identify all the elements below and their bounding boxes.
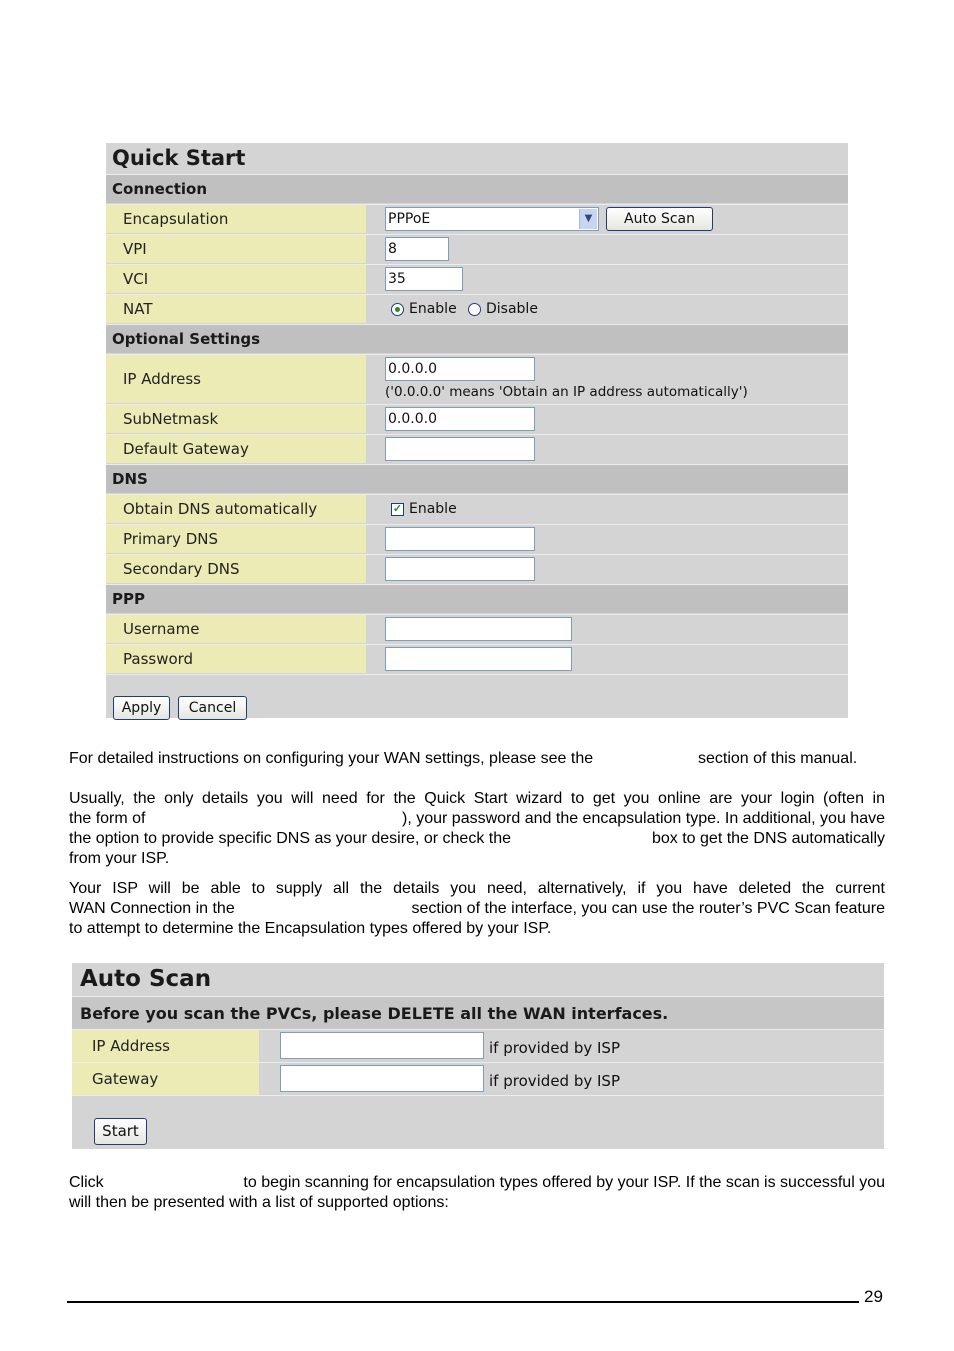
username-row <box>106 614 848 643</box>
vci-row <box>106 264 848 293</box>
cancel-button[interactable]: Cancel <box>178 696 247 720</box>
paragraph-1 <box>69 749 885 769</box>
default-gateway-row <box>106 434 848 463</box>
vpi-label: VPI <box>106 235 366 263</box>
paragraph-4-line-1-a: Click <box>69 1174 104 1191</box>
paragraph-2-line-2 <box>69 809 885 829</box>
paragraph-3-line-2 <box>69 899 885 919</box>
secondary-dns-label: Secondary DNS <box>106 555 366 583</box>
auto-scan-panel <box>72 963 884 1149</box>
subnet-label: SubNetmask <box>106 405 366 433</box>
paragraph-2-line-4: from your ISP. <box>69 850 170 867</box>
paragraph-4-line-2: will then be presented with a list of supported options: <box>69 1194 449 1211</box>
ip-address-row <box>106 354 848 403</box>
paragraph-2-line-3-b: box to get the DNS automatically <box>651 830 885 847</box>
password-label: Password <box>106 645 366 673</box>
optional-settings-header: Optional Settings <box>106 324 848 353</box>
obtain-dns-label: Obtain DNS automatically <box>106 495 366 523</box>
ip-address-note: ('0.0.0.0' means 'Obtain an IP address automatically') <box>385 384 748 400</box>
secondary-dns-input[interactable] <box>385 557 535 581</box>
primary-dns-label: Primary DNS <box>106 525 366 553</box>
obtain-dns-enable-label: Enable <box>409 501 457 517</box>
paragraph-1-text-a: For detailed instructions on configuring your WAN settings, please see the <box>69 750 594 767</box>
nat-enable-radio[interactable] <box>391 303 404 316</box>
username-input[interactable] <box>385 617 572 641</box>
vci-label: VCI <box>106 265 366 293</box>
username-label: Username <box>106 615 366 643</box>
primary-dns-input[interactable] <box>385 527 535 551</box>
encapsulation-select[interactable] <box>385 207 599 231</box>
password-input[interactable] <box>385 647 572 671</box>
start-button[interactable]: Start <box>94 1118 147 1145</box>
paragraph-3-line-3: to attempt to determine the Encapsulation types offered by your ISP. <box>69 920 552 937</box>
auto-scan-ip-row <box>72 1029 884 1062</box>
nat-disable-radio[interactable] <box>468 303 481 316</box>
obtain-dns-row <box>106 494 848 523</box>
paragraph-3-line-1: Your ISP will be able to supply all the details you need, alternatively, if you have deleted the current <box>69 880 885 897</box>
auto-scan-ip-input[interactable] <box>280 1032 484 1059</box>
paragraph-1-text-b: section of this manual. <box>698 750 858 767</box>
vpi-input[interactable]: 8 <box>385 237 449 261</box>
ip-address-label: IP Address <box>106 355 366 403</box>
auto-scan-button[interactable]: Auto Scan <box>606 207 713 231</box>
default-gateway-label: Default Gateway <box>106 435 366 463</box>
secondary-dns-row <box>106 554 848 583</box>
auto-scan-gateway-hint: if provided by ISP <box>489 1072 620 1090</box>
paragraph-2-line-2-a: the form of <box>69 810 146 827</box>
paragraph-4 <box>69 1173 885 1213</box>
primary-dns-row <box>106 524 848 553</box>
default-gateway-input[interactable] <box>385 437 535 461</box>
nat-label: NAT <box>106 295 366 323</box>
auto-scan-gateway-input[interactable] <box>280 1065 484 1092</box>
vci-input[interactable]: 35 <box>385 267 463 291</box>
auto-scan-gateway-label: Gateway <box>72 1063 259 1095</box>
footer-rule <box>67 1301 859 1303</box>
auto-scan-ip-label: IP Address <box>72 1030 259 1062</box>
nat-row <box>106 294 848 323</box>
nat-enable-label: Enable <box>409 301 457 317</box>
auto-scan-ip-hint: if provided by ISP <box>489 1039 620 1057</box>
ip-address-input[interactable]: 0.0.0.0 <box>385 357 535 381</box>
paragraph-4-line-1 <box>69 1173 885 1193</box>
password-row <box>106 644 848 673</box>
ppp-section-header: PPP <box>106 584 848 613</box>
obtain-dns-checkbox[interactable]: ✓ <box>392 503 403 515</box>
quick-start-title: Quick Start <box>112 146 246 170</box>
encapsulation-label: Encapsulation <box>106 205 366 233</box>
paragraph-2 <box>69 789 885 869</box>
paragraph-3 <box>69 879 885 939</box>
paragraph-3-line-2-b: section of the interface, you can use the router’s PVC Scan feature <box>411 900 885 917</box>
apply-button[interactable]: Apply <box>113 696 170 720</box>
encapsulation-row <box>106 204 848 233</box>
page-number: 29 <box>864 1287 883 1306</box>
subnet-row <box>106 404 848 433</box>
quick-start-panel <box>106 143 848 718</box>
paragraph-4-line-1-b: to begin scanning for encapsulation types offered by your ISP. If the scan is successful you <box>243 1174 885 1191</box>
subnet-input[interactable]: 0.0.0.0 <box>385 407 535 431</box>
dns-section-header: DNS <box>106 464 848 493</box>
paragraph-3-line-2-a: WAN Connection in the <box>69 900 235 917</box>
vpi-row <box>106 234 848 263</box>
auto-scan-title: Auto Scan <box>80 966 212 992</box>
paragraph-2-line-3 <box>69 829 885 849</box>
paragraph-2-line-2-b: ), your password and the encapsulation type. In additional, you have <box>402 810 885 827</box>
encapsulation-selected-value: PPPoE <box>388 211 431 227</box>
paragraph-2-line-1: Usually, the only details you will need for the Quick Start wizard to get you online are your login (often in <box>69 790 885 807</box>
connection-section-header: Connection <box>106 174 848 203</box>
nat-disable-label: Disable <box>486 301 538 317</box>
paragraph-2-line-3-a: the option to provide specific DNS as your desire, or check the <box>69 830 511 847</box>
chevron-down-icon[interactable]: ▼ <box>579 209 597 229</box>
auto-scan-gateway-row <box>72 1062 884 1095</box>
auto-scan-warning: Before you scan the PVCs, please DELETE all the WAN interfaces. <box>72 996 884 1029</box>
